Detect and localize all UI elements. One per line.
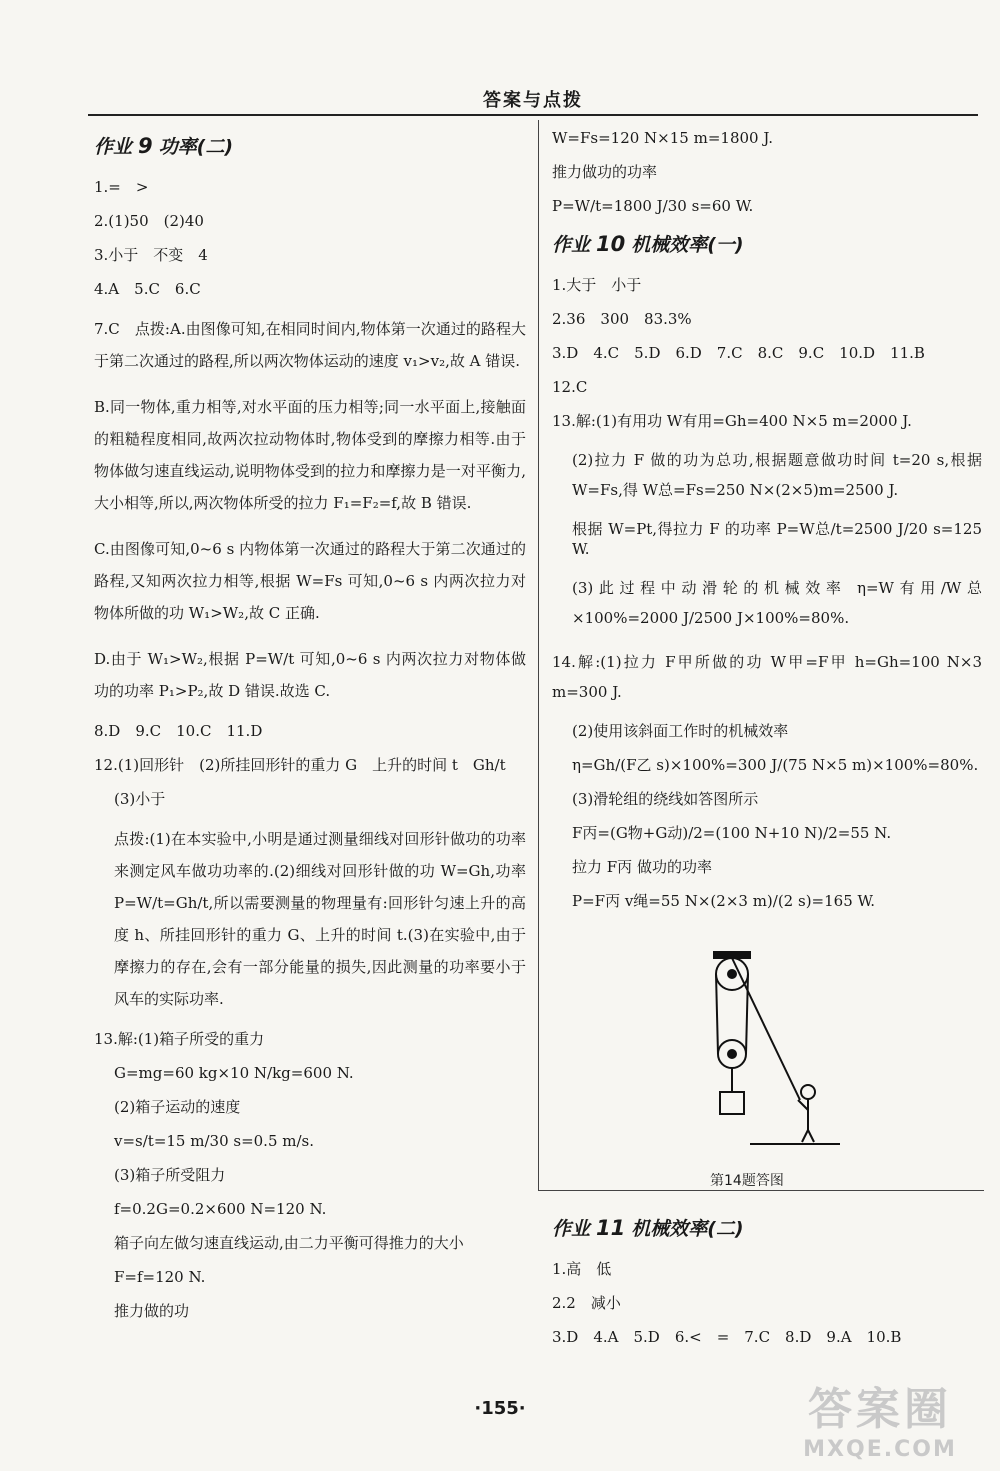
answer-q13: f=0.2G=0.2×600 N=120 N. [114, 1200, 327, 1218]
watermark-url: MXQE.COM [803, 1437, 957, 1462]
answer-line: (2)拉力 F 做的功为总功,根据题意做功时间 t=20 s,根据 W=Fs,得 W总=Fs=250 N×(2×5)m=2500 J. [572, 451, 982, 499]
section-11-title: 作业 11 机械效率(二) [552, 1216, 744, 1240]
pulley-diagram [700, 950, 840, 1150]
left-column [94, 128, 526, 1335]
answer-q13: (3)箱子所受阻力 [114, 1166, 226, 1184]
answer-q13: 推力做的功 [114, 1302, 190, 1320]
answer-line: 1.= > [94, 178, 149, 196]
figure-caption: 第14题答图 [710, 1173, 784, 1189]
answer-line: 4.A 5.C 6.C [94, 280, 201, 298]
answer-line: P=F丙 v绳=55 N×(2×3 m)/(2 s)=165 W. [572, 892, 876, 910]
section-divider [538, 1190, 984, 1191]
section-9-title: 作业 9 功率(二) [94, 134, 234, 158]
answer-line: (2)使用该斜面工作时的机械效率 [572, 722, 789, 740]
answer-q12c: 点拨:(1)在本实验中,小明是通过测量细线对回形针做功的功率来测定风车做功功率的.(2)细线对回形针做的功 W=Gh,功率 P=W/t=Gh/t,所以需要测量的物理量有:回形针匀速上升的高度 h、所挂回形针的重力 G、上升的时间 t.(3)在实验中,由于摩擦力的存在,会有一部分能量的损失,因此测量的功率要小于风车的实际功率. [114, 830, 526, 1008]
answer-line: 2.36 300 83.3% [552, 310, 692, 328]
answer-q13: v=s/t=15 m/30 s=0.5 m/s. [114, 1132, 315, 1150]
answer-line: 13.解:(1)有用功 W有用=Gh=400 N×5 m=2000 J. [552, 412, 912, 430]
answer-q13: G=mg=60 kg×10 N/kg=600 N. [114, 1064, 354, 1082]
answer-line: 推力做功的功率 [552, 163, 658, 181]
column-divider [538, 120, 539, 1190]
answer-q13: (2)箱子运动的速度 [114, 1098, 241, 1116]
answer-line: 3.D 4.C 5.D 6.D 7.C 8.C 9.C 10.D 11.B [552, 344, 925, 362]
answer-q12b: (3)小于 [114, 790, 166, 808]
answer-line: 2.(1)50 (2)40 [94, 212, 204, 230]
answer-q8: 8.D 9.C 10.C 11.D [94, 722, 263, 740]
answer-line: 拉力 F丙 做功的功率 [572, 858, 712, 876]
answer-line: (3)此过程中动滑轮的机械效率 η=W有用/W总×100%=2000 J/2500 J×100%=80%. [572, 579, 982, 627]
answer-q13: 13.解:(1)箱子所受的重力 [94, 1030, 265, 1048]
answer-line: 3.D 4.A 5.D 6.< = 7.C 8.D 9.A 10.B [552, 1328, 902, 1346]
answer-q7b: B.同一物体,重力相等,对水平面的压力相等;同一水平面上,接触面的粗糙程度相同,故两次拉动物体时,物体受到的摩擦力相等.由于物体做匀速直线运动,说明物体受到的拉力和摩擦力是一对平衡力,大小相等,所以,两次物体所受的拉力 F₁=F₂=f,故 B 错误. [94, 398, 526, 512]
watermark-logo [780, 1373, 980, 1463]
answer-line: 根据 W=Pt,得拉力 F 的功率 P=W总/t=2500 J/20 s=125 W. [572, 520, 982, 558]
page-number: ·155· [474, 1398, 526, 1419]
answer-q7c: C.由图像可知,0~6 s 内物体第一次通过的路程大于第二次通过的路程,又知两次拉力相等,根据 W=Fs 可知,0~6 s 内两次拉力对物体所做的功 W₁>W₂,故 C 正确. [94, 540, 526, 622]
answer-line: 2.2 减小 [552, 1294, 621, 1312]
answer-line: (3)滑轮组的绕线如答图所示 [572, 790, 759, 808]
answer-q7d: D.由于 W₁>W₂,根据 P=W/t 可知,0~6 s 内两次拉力对物体做功的功率 P₁>P₂,故 D 错误.故选 C. [94, 650, 526, 700]
answer-line: η=Gh/(F乙 s)×100%=300 J/(75 N×5 m)×100%=80%. [572, 756, 979, 774]
section-11 [552, 1210, 982, 1361]
answer-line: 14.解:(1)拉力 F甲所做的功 W甲=F甲 h=Gh=100 N×3 m=300 J. [552, 653, 982, 701]
answer-line: 1.高 低 [552, 1260, 612, 1278]
answer-line: F丙=(G物+G动)/2=(100 N+10 N)/2=55 N. [572, 824, 892, 842]
page-header: 答案与点拨 [88, 86, 978, 116]
watermark-text: 答案圈 [808, 1384, 952, 1435]
answer-line: W=Fs=120 N×15 m=1800 J. [552, 129, 773, 147]
answer-q13: 箱子向左做匀速直线运动,由二力平衡可得推力的大小 [114, 1234, 464, 1252]
section-10-title: 作业 10 机械效率(一) [552, 232, 744, 256]
answer-line: 1.大于 小于 [552, 276, 642, 294]
answer-line: 3.小于 不变 4 [94, 246, 208, 264]
answer-q13: F=f=120 N. [114, 1268, 206, 1286]
right-column [552, 128, 982, 925]
answer-q7a: 7.C 点拨:A.由图像可知,在相同时间内,物体第一次通过的路程大于第二次通过的路程,所以两次物体运动的速度 v₁>v₂,故 A 错误. [94, 320, 526, 370]
answer-line: P=W/t=1800 J/30 s=60 W. [552, 197, 754, 215]
answer-line: 12.C [552, 378, 588, 396]
answer-q12a: 12.(1)回形针 (2)所挂回形针的重力 G 上升的时间 t Gh/t [94, 756, 506, 774]
